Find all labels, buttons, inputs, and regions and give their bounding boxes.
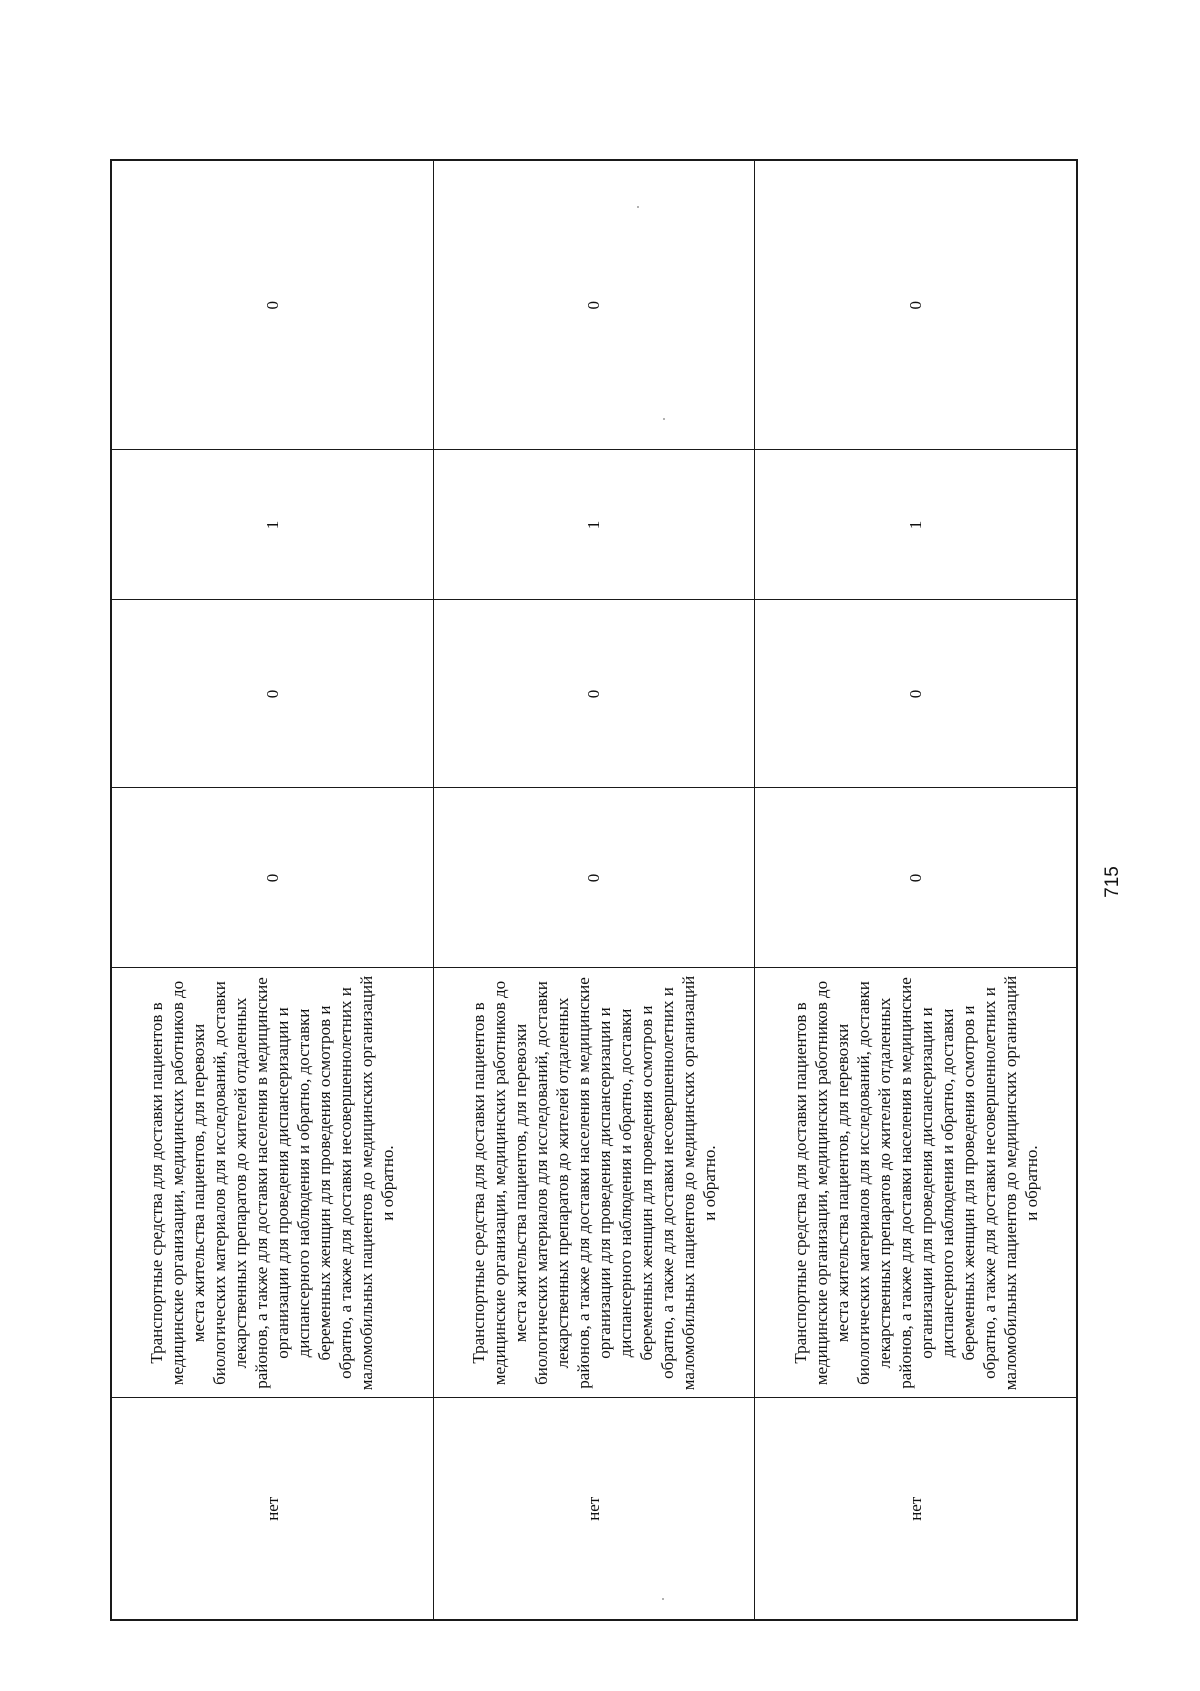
availability-cell: нет — [433, 1398, 755, 1620]
description-cell: Транспортные средства для доставки пациентов в медицинские организации, медицинских работников до места жительства пациентов, для перевозки биологических материалов для исследований, доставки лекарственных препаратов до жителей отдаленных районов, а также для доставки населения в медицинские организации для проведения диспансеризации и диспансерного наблюдения и обратно, доставки беременных женщин для проведения осмотров и обратно, а также для доставки несовершеннолетних и маломобильных пациентов до медицинских организаций и обратно. — [111, 968, 433, 1398]
rotated-table-wrapper — [110, 161, 1078, 1621]
value-cell: 0 — [755, 160, 1077, 450]
value-cell: 0 — [111, 788, 433, 968]
table-row — [755, 160, 1077, 1620]
value-cell: 0 — [111, 600, 433, 788]
value-cell: 0 — [433, 600, 755, 788]
page-number: 715 — [1102, 866, 1123, 898]
value-cell: 1 — [433, 450, 755, 600]
scan-speck — [663, 418, 665, 420]
scan-speck — [662, 1598, 664, 1600]
value-cell: 0 — [111, 160, 433, 450]
description-cell: Транспортные средства для доставки пациентов в медицинские организации, медицинских работников до места жительства пациентов, для перевозки биологических материалов для исследований, доставки лекарственных препаратов до жителей отдаленных районов, а также для доставки населения в медицинские организации для проведения диспансеризации и диспансерного наблюдения и обратно, доставки беременных женщин для проведения осмотров и обратно, а также для доставки несовершеннолетних и маломобильных пациентов до медицинских организаций и обратно. — [433, 968, 755, 1398]
availability-cell: нет — [755, 1398, 1077, 1620]
table-row — [433, 160, 755, 1620]
availability-cell: нет — [111, 1398, 433, 1620]
description-cell: Транспортные средства для доставки пациентов в медицинские организации, медицинских работников до места жительства пациентов, для перевозки биологических материалов для исследований, доставки лекарственных препаратов до жителей отдаленных районов, а также для доставки населения в медицинские организации для проведения диспансеризации и диспансерного наблюдения и обратно, доставки беременных женщин для проведения осмотров и обратно, а также для доставки несовершеннолетних и маломобильных пациентов до медицинских организаций и обратно. — [755, 968, 1077, 1398]
value-cell: 0 — [755, 600, 1077, 788]
value-cell: 0 — [433, 788, 755, 968]
value-cell: 1 — [755, 450, 1077, 600]
value-cell: 1 — [111, 450, 433, 600]
value-cell: 0 — [433, 160, 755, 450]
equipment-table — [110, 159, 1078, 1621]
scan-speck — [637, 206, 639, 208]
value-cell: 0 — [755, 788, 1077, 968]
table-row — [111, 160, 433, 1620]
